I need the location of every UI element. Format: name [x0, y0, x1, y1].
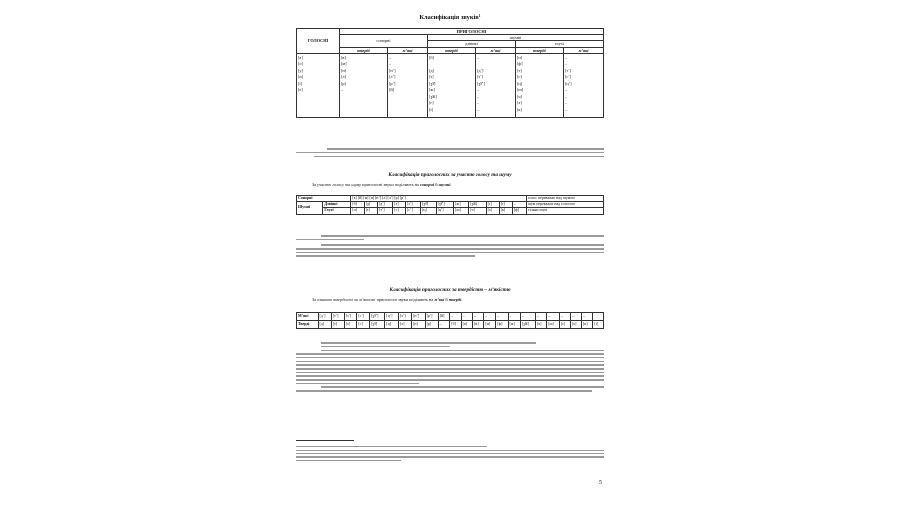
soft-sound: –: [535, 313, 546, 321]
voiceless-header: глухі: [515, 41, 603, 47]
hard-header: тверді: [427, 47, 475, 53]
voiceless-sound: [т’]: [377, 208, 392, 214]
hard-sound: [б]: [450, 321, 461, 329]
soft-sound: –: [547, 313, 560, 321]
hard-sound: [р]: [425, 321, 438, 329]
voiced-sound: [ʒ͡ж]: [469, 202, 486, 208]
voice-noise-intro: За участю голосу та шуму приголосні звуки поділяють на сонорні й шумні.: [312, 182, 452, 187]
noisy-row-label: Шумні: [297, 202, 323, 214]
soft-header: м’які: [563, 47, 603, 53]
soft-sound: [н’]: [412, 313, 425, 321]
voiced-sound: [ʒ͡з’]: [436, 202, 454, 208]
soft-header: м’які: [475, 47, 515, 53]
voiceless-sound: [с]: [393, 208, 406, 214]
hard-soft-explanation-paragraph: [296, 340, 604, 394]
voiceless-sound: [ц]: [421, 208, 436, 214]
hard-sound: [м]: [484, 321, 496, 329]
voiced-header: дзвінкі: [427, 41, 515, 47]
sonorous-explanation-paragraph: [296, 233, 604, 259]
soft-sound: [ʒ͡з’]: [370, 313, 385, 321]
hard-sound: [л]: [398, 321, 411, 329]
voiced-sound: [ʒ͡з]: [421, 202, 436, 208]
soft-sound: –: [570, 313, 581, 321]
hard-sound: [в]: [473, 321, 484, 329]
hard-sound: –: [438, 321, 450, 329]
document-page: [296, 14, 604, 504]
voiceless-description: тільки шум: [527, 208, 604, 214]
voiceless-sound: [к]: [499, 208, 512, 214]
voiceless-sound: [ф]: [512, 208, 526, 214]
vowels-column: [а] [о] [у] [и] [і] [е]: [297, 53, 340, 117]
voiceless-sound: [п]: [351, 208, 364, 214]
voiceless-sound: [ц’]: [436, 208, 454, 214]
soft-sound: –: [496, 313, 508, 321]
soft-sound: [593, 313, 604, 321]
voiced-row-label: Дзвінкі: [323, 202, 351, 208]
soft-row-label: М’які: [297, 313, 319, 321]
sonorous-hard-column: [в] [м] [н] [л] [р] –: [340, 53, 388, 117]
hard-header: тверді: [340, 47, 388, 53]
voiced-sound: [з’]: [406, 202, 421, 208]
hard-sound: [ж]: [508, 321, 520, 329]
hard-sound: [з]: [344, 321, 357, 329]
soft-sound: [р’]: [425, 313, 438, 321]
soft-sound: –: [473, 313, 484, 321]
voice-noise-table: [296, 195, 604, 215]
noisy-header: шумні: [427, 35, 603, 41]
voice-noise-heading: Класифікація приголосних за участю голосу та шуму: [388, 172, 512, 178]
soft-header: м’які: [387, 47, 427, 53]
soft-sound: [ц’]: [385, 313, 398, 321]
hard-sound: [ф]: [496, 321, 508, 329]
soft-sound: [з’]: [344, 313, 357, 321]
hard-sound: [ʒ͡з]: [370, 321, 385, 329]
hissing-sounds-paragraph: [296, 146, 604, 159]
hard-sound: [ч]: [535, 321, 546, 329]
voiceless-sound: [т]: [364, 208, 377, 214]
hard-sound: [н]: [412, 321, 425, 329]
hard-sound: [к]: [582, 321, 593, 329]
sonorous-soft-column: – – [н’] [л’] [р’] [й]: [387, 53, 427, 117]
hard-sound: [х]: [570, 321, 581, 329]
sound-classification-table: [296, 28, 604, 118]
page-title: Класифікація звуків$^1$: [419, 14, 481, 21]
hard-sound: [т]: [331, 321, 344, 329]
sonorous-header: сонорні: [340, 35, 428, 47]
hard-row-label: Тверді: [297, 321, 319, 329]
voiceless-hard-column: [п] [ф] [т] [с] [ц] [ш] [ч] [х] [к]: [515, 53, 563, 117]
voiced-sound: [д]: [364, 202, 377, 208]
voiced-hard-column: [б] [д] [з] [ʒ͡з] [ж] [ʒ͡ж] [г] [ґ]: [427, 53, 475, 117]
voiced-soft-column: – [д’] [з’] [ʒ͡з’] – – – –: [475, 53, 515, 117]
voiced-sound: [з]: [393, 202, 406, 208]
soft-sound: –: [450, 313, 461, 321]
hard-sound: [ʒ͡ж]: [520, 321, 535, 329]
voiceless-sound: [ш]: [454, 208, 469, 214]
soft-sound: –: [508, 313, 520, 321]
voiced-description: шум переважає над голосом: [527, 202, 604, 208]
consonants-header: ПРИГОЛОСНІ: [340, 29, 604, 35]
hard-header: тверді: [515, 47, 563, 53]
hardness-softness-table: [296, 312, 604, 329]
hard-sound: [ц]: [385, 321, 398, 329]
sonorous-description: голос переважає над шумом: [527, 196, 604, 202]
voiced-sound: [б]: [351, 202, 364, 208]
soft-sound: [й]: [438, 313, 450, 321]
soft-sound: –: [560, 313, 571, 321]
hardness-softness-heading: Класифікація приголосних за твердістю – м’якістю: [389, 287, 511, 293]
voiced-sound: –: [512, 202, 526, 208]
hard-sound: [п]: [461, 321, 473, 329]
footnotes: [296, 444, 604, 463]
voiced-sound: [г]: [486, 202, 499, 208]
soft-sound: [л’]: [398, 313, 411, 321]
hard-sound: [ш]: [547, 321, 560, 329]
soft-sound: [т’]: [331, 313, 344, 321]
hard-sound: [с]: [357, 321, 370, 329]
hardness-softness-intro: За ознакою твердості чи м’якості приголосні звуки поділяють на м’які й тверді.: [312, 297, 463, 302]
soft-sound: –: [582, 313, 593, 321]
hard-sound: [ґ]: [593, 321, 604, 329]
voiced-sound: [д’]: [377, 202, 392, 208]
voiceless-sound: [х]: [486, 208, 499, 214]
soft-sound: [с’]: [357, 313, 370, 321]
footnote-separator: [296, 440, 354, 441]
soft-sound: –: [461, 313, 473, 321]
vowels-header: ГОЛОСНІ: [297, 29, 340, 54]
voiceless-soft-column: – – [т’] [с’] [ц’] – – – –: [563, 53, 603, 117]
soft-sound: –: [520, 313, 535, 321]
sonorous-sounds: [в] [й] [м] [н] [н’] [л] [л’] [р] [р’]: [351, 196, 527, 202]
voiceless-row-label: Глухі: [323, 208, 351, 214]
voiceless-sound: [с’]: [406, 208, 421, 214]
voiced-sound: [ж]: [454, 202, 469, 208]
sonorous-row-label: Сонорні: [297, 196, 351, 202]
soft-sound: –: [484, 313, 496, 321]
page-number: 5: [599, 480, 602, 486]
soft-sound: [д’]: [318, 313, 331, 321]
hard-sound: [д]: [318, 321, 331, 329]
voiceless-sound: [ч]: [469, 208, 486, 214]
hard-sound: [г]: [560, 321, 571, 329]
voiced-sound: [ґ]: [499, 202, 512, 208]
